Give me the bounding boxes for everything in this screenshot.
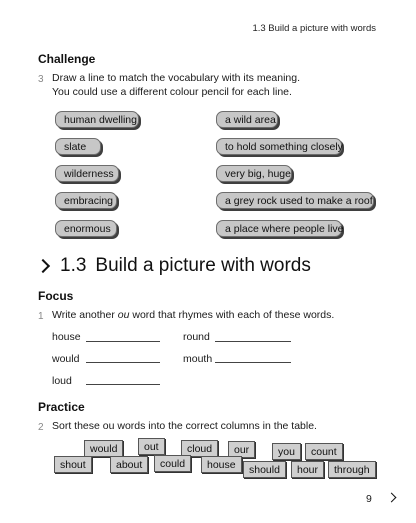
section-title <box>38 255 311 277</box>
word-tile-about[interactable]: about <box>110 456 148 473</box>
section-title-text: Build a picture with words <box>95 255 311 276</box>
focus-word-mouth: mouth <box>183 353 213 365</box>
word-tile-hour[interactable]: hour <box>291 461 324 478</box>
word-tile-out[interactable]: out <box>138 438 165 455</box>
word-tile-count[interactable]: count <box>305 443 343 460</box>
focus-instruction-ou: ou <box>117 309 130 321</box>
meaning-card-place-people-live[interactable]: a place where people live <box>216 220 342 237</box>
word-tile-shout[interactable]: shout <box>54 456 92 473</box>
word-tile-our[interactable]: our <box>228 441 255 458</box>
vocab-card-human-dwelling[interactable]: human dwelling <box>55 111 139 128</box>
section-number: 1.3 <box>60 255 87 276</box>
answer-line-mouth[interactable] <box>215 362 291 363</box>
word-tile-through[interactable]: through <box>328 461 376 478</box>
word-tile-you[interactable]: you <box>272 443 301 460</box>
running-header: 1.3 Build a picture with words <box>252 23 376 34</box>
vocab-card-embracing[interactable]: embracing <box>55 192 117 209</box>
answer-line-house[interactable] <box>86 341 160 342</box>
answer-line-loud[interactable] <box>86 384 160 385</box>
word-tile-would[interactable]: would <box>84 440 123 457</box>
vocab-card-wilderness[interactable]: wilderness <box>55 165 119 182</box>
focus-word-round: round <box>183 331 210 343</box>
challenge-question-number: 3 <box>38 74 44 85</box>
focus-question-number: 1 <box>38 311 44 322</box>
meaning-card-wild-area[interactable]: a wild area <box>216 111 278 128</box>
word-tile-cloud[interactable]: cloud <box>181 440 218 457</box>
focus-word-would: would <box>52 353 80 365</box>
meaning-card-very-big[interactable]: very big, huge <box>216 165 292 182</box>
chevron-right-icon[interactable] <box>387 493 397 503</box>
practice-heading: Practice <box>38 400 85 414</box>
page-number: 9 <box>366 493 372 505</box>
focus-heading: Focus <box>38 289 74 303</box>
answer-line-would[interactable] <box>86 362 160 363</box>
practice-question-number: 2 <box>38 422 44 433</box>
answer-line-round[interactable] <box>215 341 291 342</box>
focus-word-house: house <box>52 331 81 343</box>
focus-word-loud: loud <box>52 375 72 387</box>
vocab-card-enormous[interactable]: enormous <box>55 220 117 237</box>
vocab-card-slate[interactable]: slate <box>55 138 101 155</box>
focus-instruction: Write another ou word that rhymes with each of these words. <box>52 309 335 321</box>
challenge-heading: Challenge <box>38 52 96 66</box>
word-tile-could[interactable]: could <box>154 455 191 472</box>
practice-instruction: Sort these ou words into the correct columns in the table. <box>52 420 317 432</box>
challenge-instruction-line-2: You could use a different colour pencil for each line. <box>52 86 292 98</box>
meaning-card-grey-rock[interactable]: a grey rock used to make a roof <box>216 192 374 209</box>
meaning-card-hold-closely[interactable]: to hold something closely <box>216 138 342 155</box>
chevron-right-icon <box>36 259 50 273</box>
word-tile-should[interactable]: should <box>243 461 286 478</box>
word-tile-house[interactable]: house <box>201 456 242 473</box>
challenge-instruction-line-1: Draw a line to match the vocabulary with its meaning. <box>52 72 301 84</box>
